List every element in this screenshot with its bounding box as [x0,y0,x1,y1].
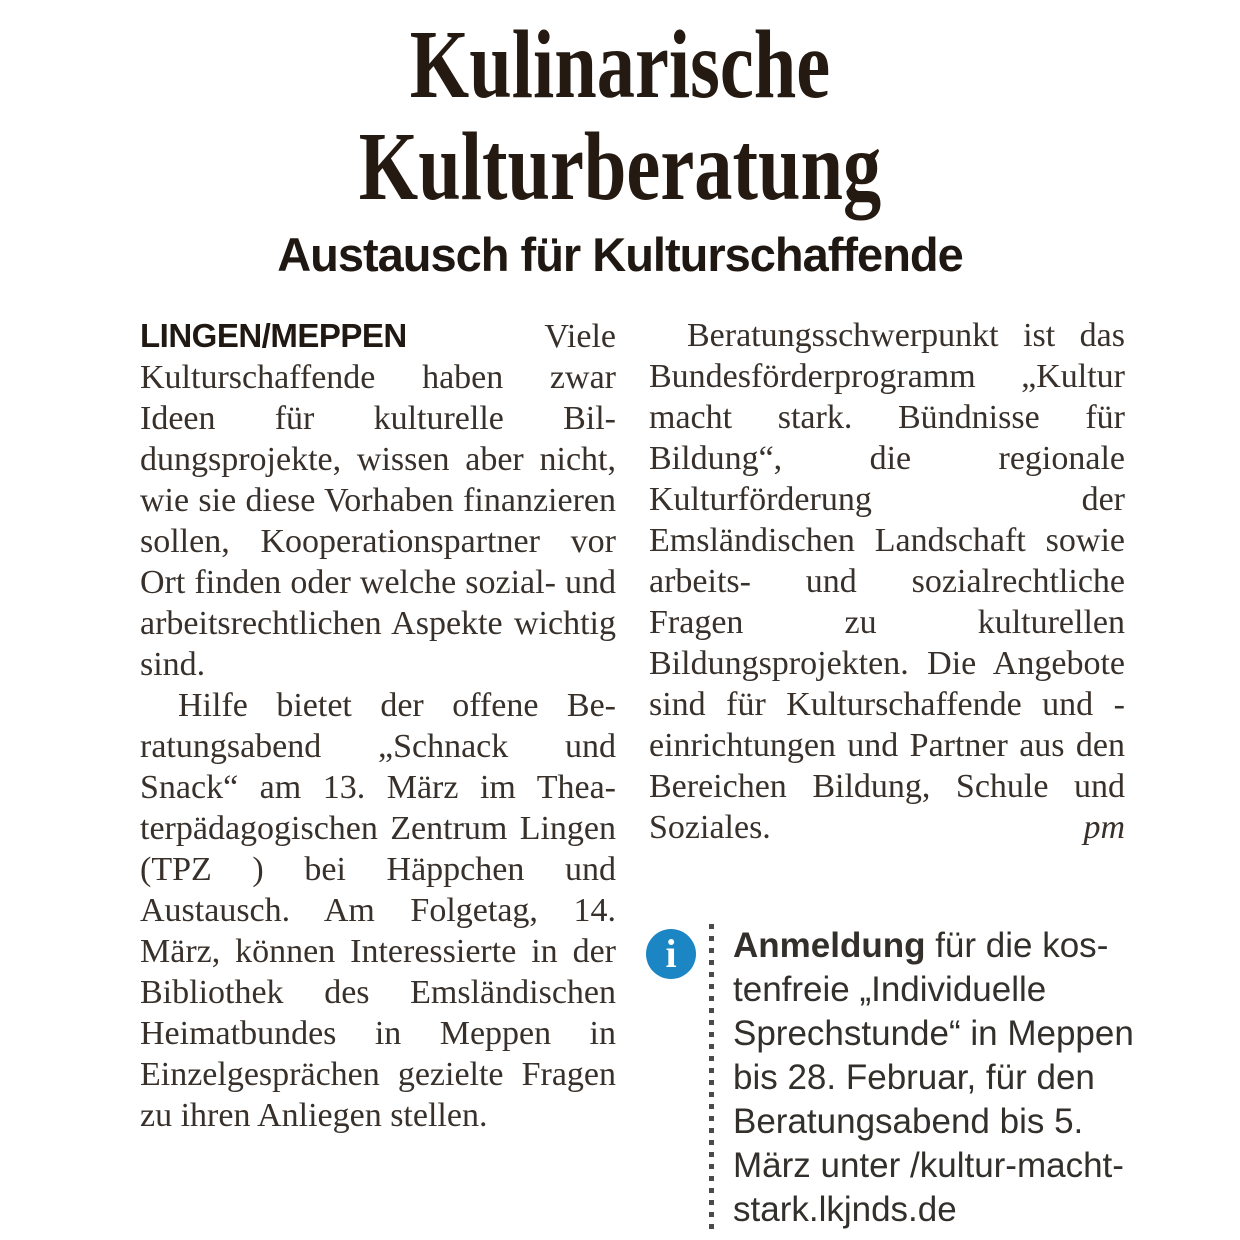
article-subtitle: Austausch für Kulturschaffende [277,228,963,281]
headline-line-2: Kulturberatung [358,113,882,221]
info-text [733,924,1140,1232]
paragraph-2: Hilfe bietet der offene Beratungsabend „Schnack und Snack“ am 13. März im Theaterpädagogischen Zentrum Lingen (TPZ ) bei Häppchen und Austausch. Am Folgetag, 14. März, können Interessierte in der Bibliothek des Emsländischen Heimatbundes in Meppen in Einzelgesprächen gezielte Fragen zu ihren Anliegen stellen. [140,687,616,1134]
info-icon [646,929,696,979]
article-column-left [140,315,616,1136]
info-body-text: für die kostenfreie „Individuelle Sprechstunde“ in Meppen bis 28. Februar, für den Beratungsabend bis 5. März unter /kultur-macht-stark.lkjnds.de [733,926,1134,1229]
info-icon-glyph: i [665,931,677,976]
paragraph-3 [649,315,1125,848]
paragraph-3-text: Beratungsschwerpunkt ist das Bundesförderprogramm „Kultur macht stark. Bündnisse für Bildung“, die regionale Kulturförderung der Emsländischen Landschaft sowie arbeits- und sozialrechtliche Fragen zu kulturellen Bildungsprojekten. Die Angebote sind für Kulturschaffende und -einrichtungen und Partner aus den Bereichen Bildung, Schule und Soziales. [649,317,1125,846]
lead-paragraph [140,315,616,685]
dateline: LINGEN/MEPPEN [140,317,407,354]
author-initials: pm [1083,809,1125,846]
headline-line-1: Kulinarische [409,11,831,119]
dotted-divider [709,924,714,1232]
registration-info-box [646,924,1140,1232]
article-headline [136,11,1103,221]
info-label: Anmeldung [733,926,926,965]
lead-text: Viele Kulturschaffende haben zwar Ideen für kulturelle Bildungsprojekte, wissen aber nicht, wie sie diese Vorhaben finanzieren sollen, Kooperationspartner vor Ort finden oder welche sozial- und arbeitsrechtlichen Aspekte wichtig sind. [140,318,616,683]
